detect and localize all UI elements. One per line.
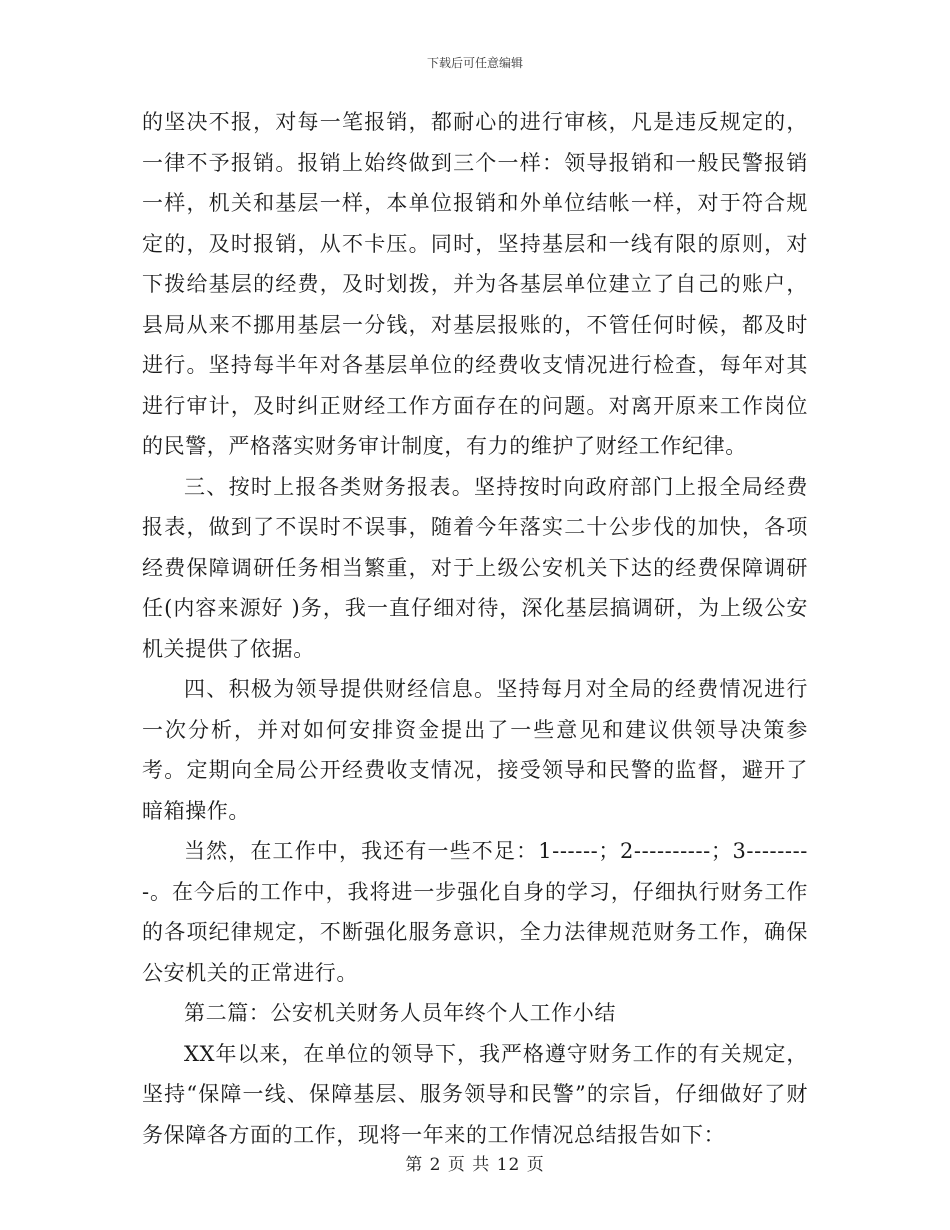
paragraph-4: 当然，在工作中，我还有一些不足：1------；2----------；3---------。在今后的工作中，我将进一步强化自身的学习，仔细执行财务工作的各项纪律规定，不断强化服务意识，全力法律规范财务工作，确保公安机关的正常进行。	[142, 839, 808, 985]
document-body	[142, 102, 808, 1155]
page-header: 下载后可任意编辑	[426, 56, 523, 70]
paragraph-1: 的坚决不报，对每一笔报销，都耐心的进行审核，凡是违反规定的，一律不予报销。报销上始终做到三个一样：领导报销和一般民警报销一样，机关和基层一样，本单位报销和外单位结帐一样，对于符合规定的，及时报销，从不卡压。同时，坚持基层和一线有限的原则，对下拨给基层的经费，及时划拨，并为各基层单位建立了自己的账户，县局从来不挪用基层一分钱，对基层报账的，不管任何时候，都及时进行。坚持每半年对各基层单位的经费收支情况进行检查，每年对其进行审计，及时纠正财经工作方面存在的问题。对离开原来工作岗位的民警，严格落实财务审计制度，有力的维护了财经工作纪律。	[142, 110, 808, 458]
paragraph-3: 四、积极为领导提供财经信息。坚持每月对全局的经费情况进行一次分析，并对如何安排资金提出了一些意见和建议供领导决策参考。定期向全局公开经费收支情况，接受领导和民警的监督，避开了暗箱操作。	[142, 677, 808, 823]
section-heading: 第二篇：公安机关财务人员年终个人工作小结	[184, 1001, 616, 1025]
page-number: 第 2 页 共 12 页	[405, 1155, 545, 1175]
paragraph-5: XX年以来，在单位的领导下，我严格遵守财务工作的有关规定，坚持“保障一线、保障基层、服务领导和民警”的宗旨，仔细做好了财务保障各方面的工作，现将一年来的工作情况总结报告如下：	[142, 1041, 808, 1147]
paragraph-2: 三、按时上报各类财务报表。坚持按时向政府部门上报全局经费报表，做到了不误时不误事，随着今年落实二十公步伐的加快，各项经费保障调研任务相当繁重，对于上级公安机关下达的经费保障调研任(内容来源好 )务，我一直仔细对待，深化基层搞调研，为上级公安机关提供了依据。	[142, 474, 808, 661]
